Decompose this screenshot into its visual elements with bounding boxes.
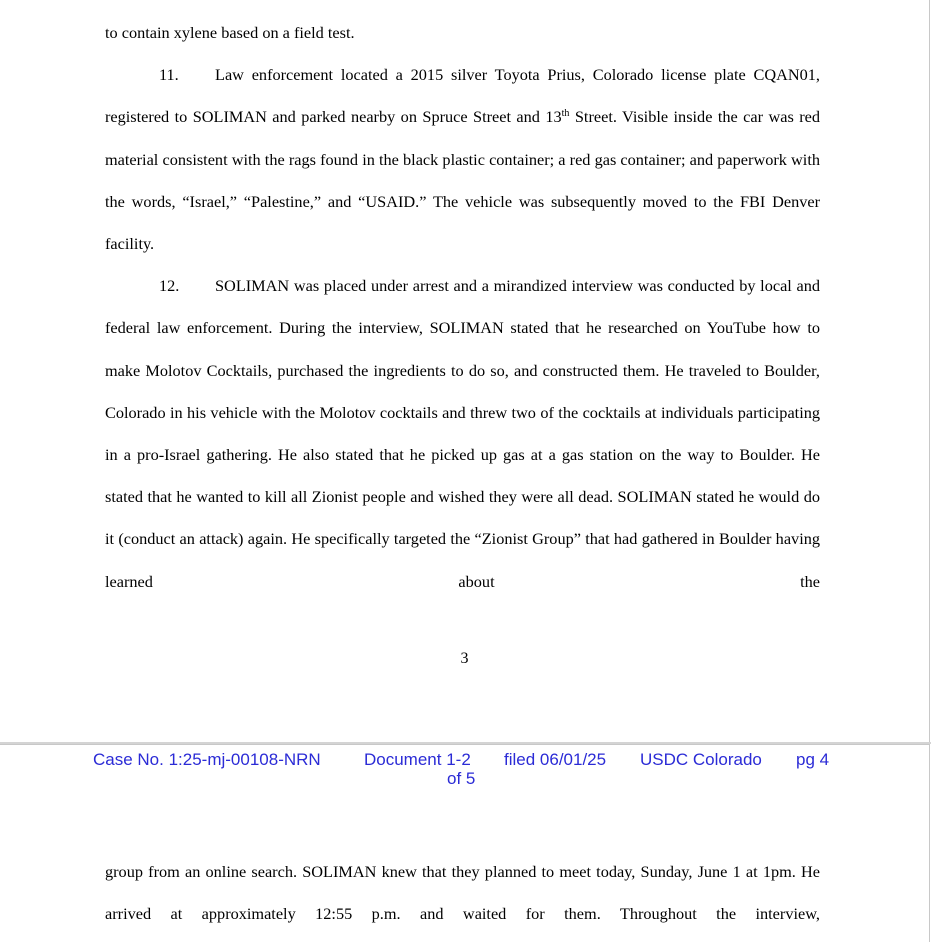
paragraph-number: 11. bbox=[159, 65, 179, 85]
header-page-number: pg 4 bbox=[796, 750, 830, 769]
document-page-4 bbox=[0, 744, 930, 942]
paragraph-number: 12. bbox=[159, 276, 180, 296]
document-number: Document 1-2 bbox=[364, 750, 471, 769]
page-number: 3 bbox=[460, 650, 469, 667]
court-name: USDC Colorado bbox=[640, 750, 762, 769]
document-of-total: of 5 bbox=[447, 769, 476, 788]
page-text-block bbox=[105, 12, 820, 603]
paragraph-12 bbox=[105, 265, 820, 603]
ordinal-superscript: th bbox=[561, 108, 570, 120]
paragraph-text: SOLIMAN was placed under arrest and a mirandized interview was conducted by local and federal law enforcement. During the interview, SOLIMAN stated that he researched on YouTube how to make Molotov Cocktails, purchased the ingredients to do so, and constructed them. He traveled to Boulder, Colorado in his vehicle with the Molotov cocktails and threw two of the cocktails at individuals participating in a pro-Israel gathering. He also stated that he picked up gas at a gas station on the way to Boulder. He stated that he wanted to kill all Zionist people and wished they were all dead. SOLIMAN stated he would do it (conduct an attack) again. He specifically targeted the “Zionist Group” that had gathered in Boulder having learned about the bbox=[105, 276, 820, 591]
opening-line: to contain xylene based on a field test. bbox=[105, 23, 355, 42]
paragraph-11 bbox=[105, 54, 820, 265]
page-text-block bbox=[105, 851, 820, 935]
paragraph-text-cont: Street. Visible inside the car was red material consistent with the rags found in the black plastic container; a red gas container; and paperwork with the words, “Israel,” “Palestine,” and “USAID.” The vehicle was subsequently moved to the FBI Denver facility. bbox=[105, 107, 820, 254]
continuation-paragraph: group from an online search. SOLIMAN knew that they planned to meet today, Sunday, June 1 at 1pm. He arrived at approximately 12:55 p.m. and waited for them. Throughout the interview, bbox=[105, 862, 820, 924]
filed-date: filed 06/01/25 bbox=[504, 750, 607, 769]
paragraph-text: Law enforcement located a 2015 silver Toyota Prius, Colorado license plate CQAN01, registered to SOLIMAN and parked nearby on Spruce Street and 13 bbox=[105, 65, 820, 127]
case-number: Case No. 1:25-mj-00108-NRN bbox=[93, 750, 321, 769]
